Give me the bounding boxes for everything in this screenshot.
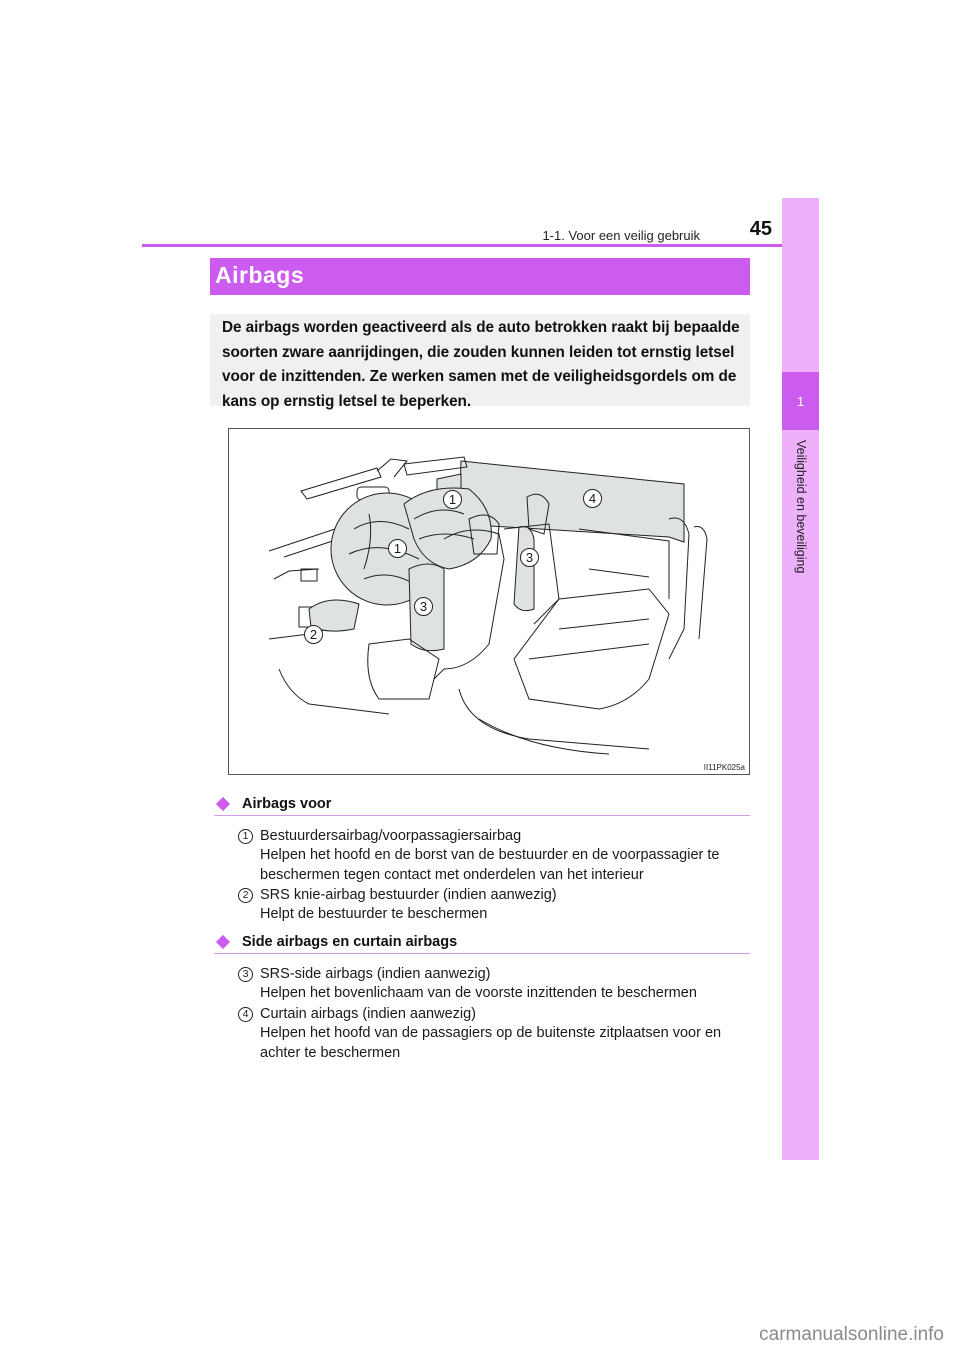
chapter-label-text: Veiligheid en beveiliging bbox=[793, 440, 808, 574]
callout-3-driver-side: 3 bbox=[414, 597, 433, 616]
section-heading-front-airbags bbox=[214, 796, 750, 816]
header-section-title: 1-1. Voor een veilig gebruik bbox=[542, 228, 700, 243]
intro-line: soorten zware aanrijdingen, die zouden kunnen leiden tot ernstig letsel bbox=[222, 343, 735, 361]
diamond-bullet-icon bbox=[216, 797, 230, 811]
item-title: SRS knie-airbag bestuurder (indien aanwezig) bbox=[260, 887, 557, 903]
watermark: carmanualsonline.info bbox=[759, 1324, 944, 1345]
chapter-label bbox=[786, 440, 815, 590]
circled-number-3: 3 bbox=[238, 967, 253, 982]
section-title: Side airbags en curtain airbags bbox=[242, 934, 458, 950]
chapter-number: 1 bbox=[782, 372, 819, 430]
item-description: Helpen het hoofd en de borst van de bestuurder en de voorpassagier te bbox=[260, 847, 720, 864]
intro-box bbox=[210, 314, 750, 410]
diamond-bullet-icon bbox=[216, 935, 230, 949]
chapter-side-tab bbox=[782, 198, 819, 1160]
item-title: Bestuurdersairbag/voorpassagiersairbag bbox=[260, 828, 522, 844]
item-title: SRS-side airbags (indien aanwezig) bbox=[260, 966, 491, 982]
item-description: Helpen het bovenlichaam van de voorste inzittenden te beschermen bbox=[260, 985, 697, 1002]
page-number: 45 bbox=[749, 218, 772, 240]
circled-number-4: 4 bbox=[238, 1007, 253, 1022]
item-description: Helpen het hoofd van de passagiers op de buitenste zitplaatsen voor en bbox=[260, 1025, 722, 1042]
title-bar bbox=[210, 258, 750, 295]
item-title: Curtain airbags (indien aanwezig) bbox=[260, 1006, 477, 1022]
circled-number-1: 1 bbox=[238, 829, 253, 844]
airbag-illustration bbox=[228, 428, 750, 775]
callout-2-knee: 2 bbox=[304, 625, 323, 644]
callout-3-passenger-side: 3 bbox=[520, 548, 539, 567]
section-title: Airbags voor bbox=[242, 796, 332, 812]
intro-line: kans op ernstig letsel te beperken. bbox=[222, 392, 472, 410]
circled-number-2: 2 bbox=[238, 888, 253, 903]
header-divider bbox=[142, 244, 819, 247]
callout-1-driver: 1 bbox=[388, 539, 407, 558]
item-description: achter te beschermen bbox=[260, 1044, 401, 1061]
figure-id: II11PK025a bbox=[703, 763, 745, 772]
item-description: Helpt de bestuurder te beschermen bbox=[260, 906, 488, 923]
intro-line: De airbags worden geactiveerd als de auto betrokken raakt bij bepaalde bbox=[222, 319, 740, 336]
callout-1-passenger: 1 bbox=[443, 490, 462, 509]
intro-line: voor de inzittenden. Ze werken samen met de veiligheidsgordels om de bbox=[222, 368, 737, 385]
section-heading-side-curtain-airbags bbox=[214, 934, 750, 954]
item-description: beschermen tegen contact met onderdelen van het interieur bbox=[260, 866, 644, 883]
callout-4-curtain: 4 bbox=[583, 489, 602, 508]
page-title: Airbags bbox=[215, 262, 305, 288]
